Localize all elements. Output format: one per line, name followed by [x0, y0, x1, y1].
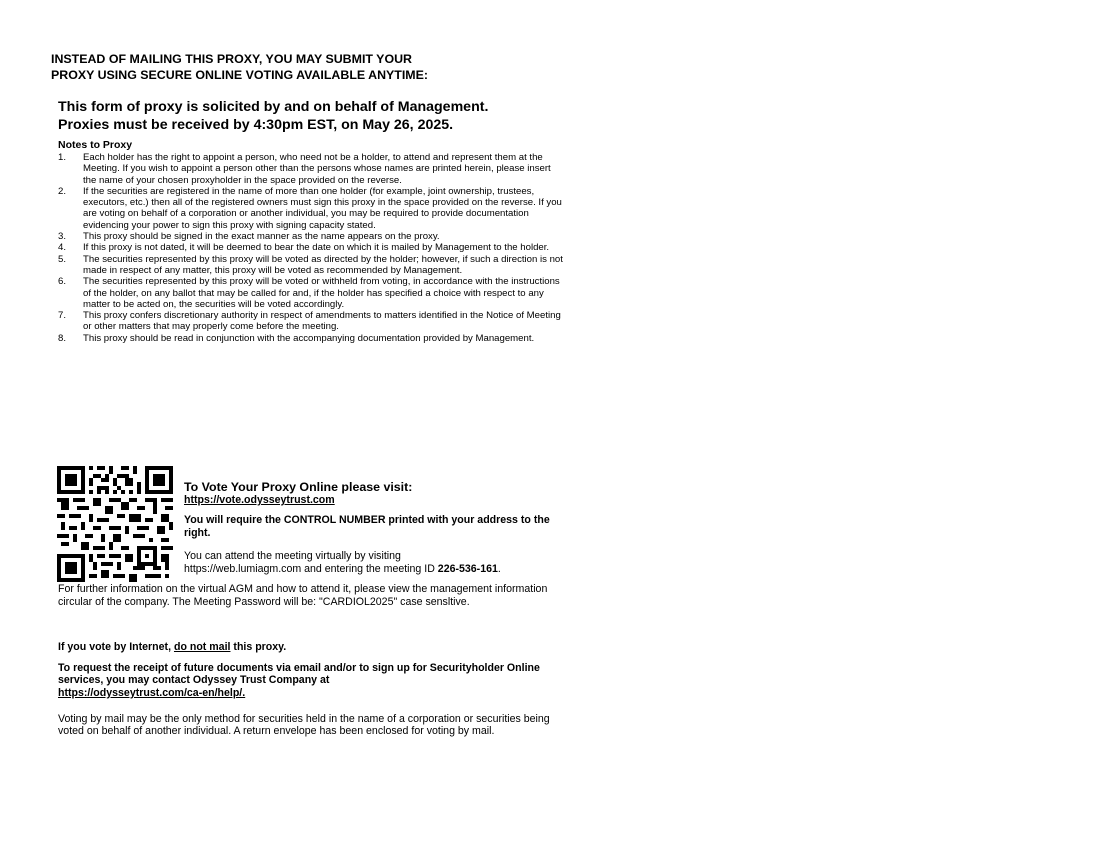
- internet-warning-prefix: If you vote by Internet,: [58, 641, 174, 653]
- note-text: The securities represented by this proxy will be voted or withheld from voting, in accordance with the instructions of the holder, on any ballot that may be called for and, if the holder has specified a choice with respect to any matter to be acted on, the securities will be voted accordingly.: [83, 276, 560, 310]
- document-request-note: [58, 662, 578, 699]
- heading-line-2: PROXY USING SECURE ONLINE VOTING AVAILABLE ANYTIME:: [51, 67, 429, 82]
- note-number: 8.: [58, 332, 67, 344]
- note-item: [58, 231, 566, 242]
- virtual-attend-note: [184, 550, 574, 576]
- help-link[interactable]: https://odysseytrust.com/ca-en/help/.: [58, 686, 246, 699]
- note-text: This proxy confers discretionary authority in respect of amendments to matters identified in the Notice of Meeting or other matters that may properly come before the meeting.: [83, 310, 561, 333]
- note-text: The securities represented by this proxy will be voted as directed by the holder; however, if such a direction is not made in respect of any matter, this proxy will be voted as recommended by Management.: [83, 253, 563, 276]
- note-number: 5.: [58, 253, 67, 265]
- note-item: [58, 186, 566, 231]
- attend-end: .: [497, 563, 501, 575]
- internet-warning-emphasis: do not mail: [173, 641, 231, 653]
- notes-list: [58, 152, 566, 344]
- note-item: [58, 254, 566, 277]
- solicitation-statement: [58, 98, 578, 134]
- note-number: 1.: [58, 152, 67, 163]
- note-number: 7.: [58, 310, 67, 322]
- attend-text: https://web.lumiagm.com and entering the meeting ID: [184, 563, 438, 575]
- note-number: 6.: [58, 276, 67, 288]
- online-vote-instructions: [184, 480, 574, 576]
- solicitation-line-1: This form of proxy is solicited by and on behalf of Management.: [58, 99, 489, 115]
- mail-voting-note: Voting by mail may be the only method for securities held in the name of a corporation or securities being voted on behalf of another individual. A return envelope has been enclosed for voting by mail.: [58, 713, 550, 738]
- note-text: If this proxy is not dated, it will be deemed to bear the date on which it is mailed by Management to the holder.: [83, 242, 550, 254]
- vote-website-link[interactable]: https://vote.odysseytrust.com: [184, 494, 335, 506]
- internet-warning-suffix: this proxy.: [230, 641, 287, 653]
- attend-line-2: [184, 563, 574, 576]
- note-number: 2.: [58, 185, 67, 197]
- control-number-note: You will require the CONTROL NUMBER printed with your address to the right.: [184, 514, 550, 539]
- note-number: 3.: [58, 231, 67, 243]
- solicitation-line-2: Proxies must be received by 4:30pm EST, on May 26, 2025.: [58, 117, 454, 133]
- attend-line-1: You can attend the meeting virtually by visiting: [184, 550, 401, 562]
- internet-vote-warning: [58, 641, 286, 654]
- note-text: Each holder has the right to appoint a person, who need not be a holder, to attend and represent them at the Meeting. If you wish to appoint a person other than the persons whose names are printed herein, please insert the name of your chosen proxyholder in the space provided on the reverse.: [83, 152, 551, 186]
- note-number: 4.: [58, 242, 67, 254]
- qr-code-icon: [57, 466, 173, 582]
- meeting-id: 226-536-161: [437, 563, 498, 575]
- note-item: [58, 242, 566, 253]
- note-text: This proxy should be signed in the exact manner as the name appears on the proxy.: [83, 231, 440, 243]
- heading-line-1: INSTEAD OF MAILING THIS PROXY, YOU MAY SUBMIT YOUR: [51, 52, 412, 66]
- note-item: [58, 152, 566, 186]
- note-text: This proxy should be read in conjunction with the accompanying documentation provided by Management.: [83, 332, 535, 344]
- online-voting-heading: [51, 52, 571, 83]
- virtual-agm-info: For further information on the virtual AGM and how to attend it, please view the management information circular of the company. The Meeting Password will be: "CARDIOL2025" case sensltive.: [58, 583, 548, 608]
- note-item: [58, 310, 566, 333]
- online-vote-title: To Vote Your Proxy Online please visit:: [184, 480, 413, 494]
- note-text: If the securities are registered in the name of more than one holder (for example, joint ownership, trustees, executors, etc.) then all of the registered owners must sign this proxy in the space provided on the reverse. If you are voting on behalf of a corporation or another individual, you may be required to provide documentation evidencing your power to sign this proxy with signing capacity stated.: [83, 185, 562, 231]
- notes-title: Notes to Proxy: [58, 139, 133, 151]
- request-text: To request the receipt of future documents via email and/or to sign up for Securityholder Online services, you may contact Odyssey Trust Company at: [58, 662, 540, 687]
- note-item: [58, 276, 566, 310]
- note-item: [58, 333, 566, 344]
